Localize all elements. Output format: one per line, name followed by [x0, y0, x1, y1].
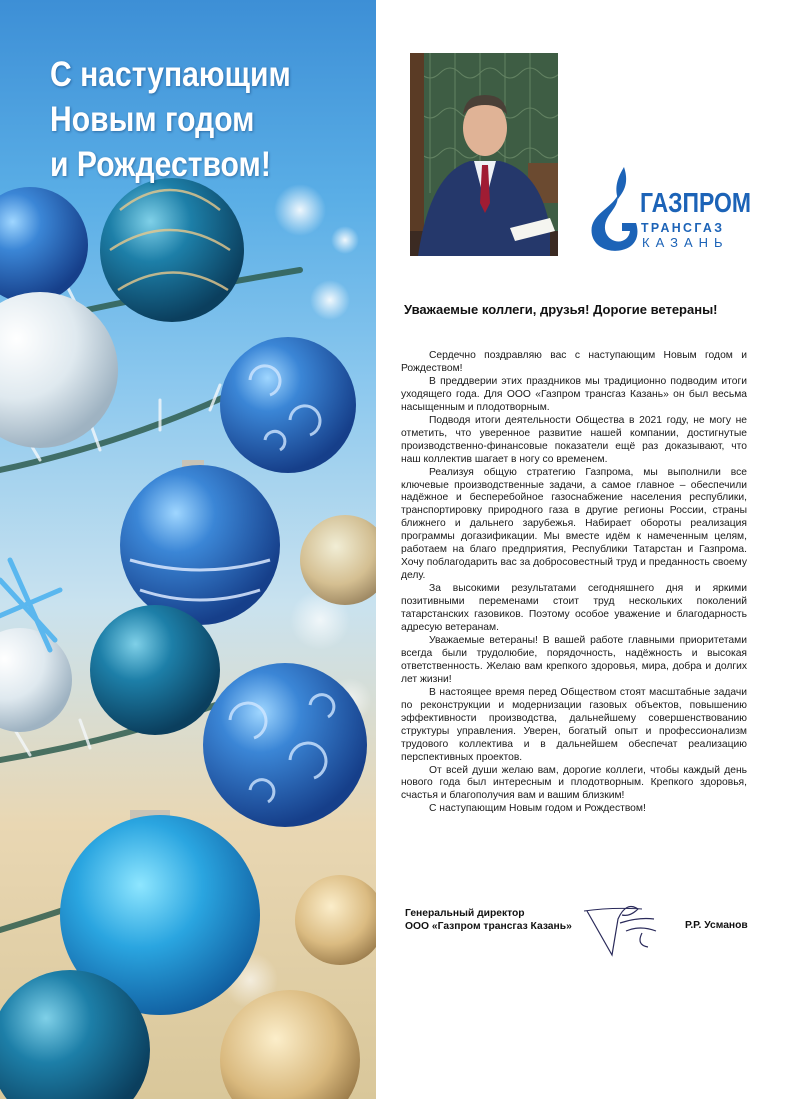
- letter-paragraph: В преддверии этих праздников мы традиционно подводим итоги уходящего года. Для ООО «Газпром трансгаз Казань» он был весьма насыщенным и плодотворным.: [401, 375, 747, 413]
- letter-paragraph: Сердечно поздравляю вас с наступающим Новым годом и Рождеством!: [401, 350, 747, 374]
- signatory-company: ООО «Газпром трансгаз Казань»: [405, 921, 572, 932]
- letter-paragraph: За высокими результатами сегодняшнего дня и яркими позитивными переменами стоит труд нескольких поколений татарстанских газовиков. Поэтому особое уважение и благодарность адресую ветеранам.: [401, 583, 747, 634]
- headline-line-1: С наступающим: [50, 55, 291, 94]
- letter-paragraph: С наступающим Новым годом и Рождеством!: [429, 803, 646, 815]
- signatory-position: Генеральный директор: [405, 908, 525, 919]
- letter-paragraph: От всей души желаю вам, дорогие коллеги, чтобы каждый день нового года был интересным и плодотворным. Крепкого здоровья, счастья и благополучия вам и вашим близким!: [401, 764, 747, 802]
- signatory-name: Р.Р. Усманов: [685, 920, 748, 931]
- director-portrait-illustration: [410, 53, 558, 256]
- gazprom-transgaz-kazan-logo: [588, 165, 758, 255]
- letter-greeting: Уважаемые коллеги, друзья! Дорогие ветераны!: [404, 302, 718, 317]
- christmas-decoration-panel: [0, 0, 376, 1099]
- logo-word-gazprom: ГАЗПРОМ: [640, 187, 752, 218]
- logo-word-kazan: КАЗАНЬ: [642, 235, 729, 250]
- headline-line-2: Новым годом: [50, 100, 255, 139]
- flame-icon: [588, 165, 648, 255]
- headline-line-3: и Рождеством!: [50, 145, 271, 184]
- director-photo: [410, 53, 558, 256]
- holiday-headline: [50, 52, 325, 187]
- handwritten-signature: [582, 897, 662, 959]
- letter-paragraph: Подводя итоги деятельности Общества в 2021 году, не могу не отметить, что уверенное развитие нашей компании, достигнутые производственно-финансовые показатели ещё раз доказывают, что наш коллектив шагает в ногу со временем.: [401, 414, 747, 465]
- logo-word-transgaz: ТРАНСГАЗ: [641, 220, 725, 235]
- letter-paragraph: Уважаемые ветераны! В вашей работе главными приоритетами всегда были трудолюбие, порядочность, надёжность и высокая ответственность. Желаю вам крепкого здоровья, мира, добра и долгих лет жизни!: [401, 634, 747, 685]
- letter-paragraph: В настоящее время перед Обществом стоят масштабные задачи по реконструкции и модернизации газовых объектов, повышению эффективности производства, дальнейшему совершенствованию структуры управления. Уверен, богатый опыт и профессионализм трудового коллектива и в дальнейшем обеспечат реализацию перспективных проектов.: [401, 686, 747, 763]
- letter-paragraph: Реализуя общую стратегию Газпрома, мы выполнили все ключевые производственные задачи, а самое главное – обеспечили надёжное и бесперебойное газоснабжение населения республики, транспортировку природного газа в другие регионы России, страны ближнего и дальнего зарубежья. Набирает обороты реализация программы догазификации. Мы вместе идём к намеченным целям, работаем на благо предприятия, Республики Татарстан и Газпрома. Хочу поблагодарить вас за добросовестный труд и преданность своему делу.: [401, 466, 747, 582]
- letter-body: [401, 350, 747, 816]
- signatory-title: [405, 907, 572, 933]
